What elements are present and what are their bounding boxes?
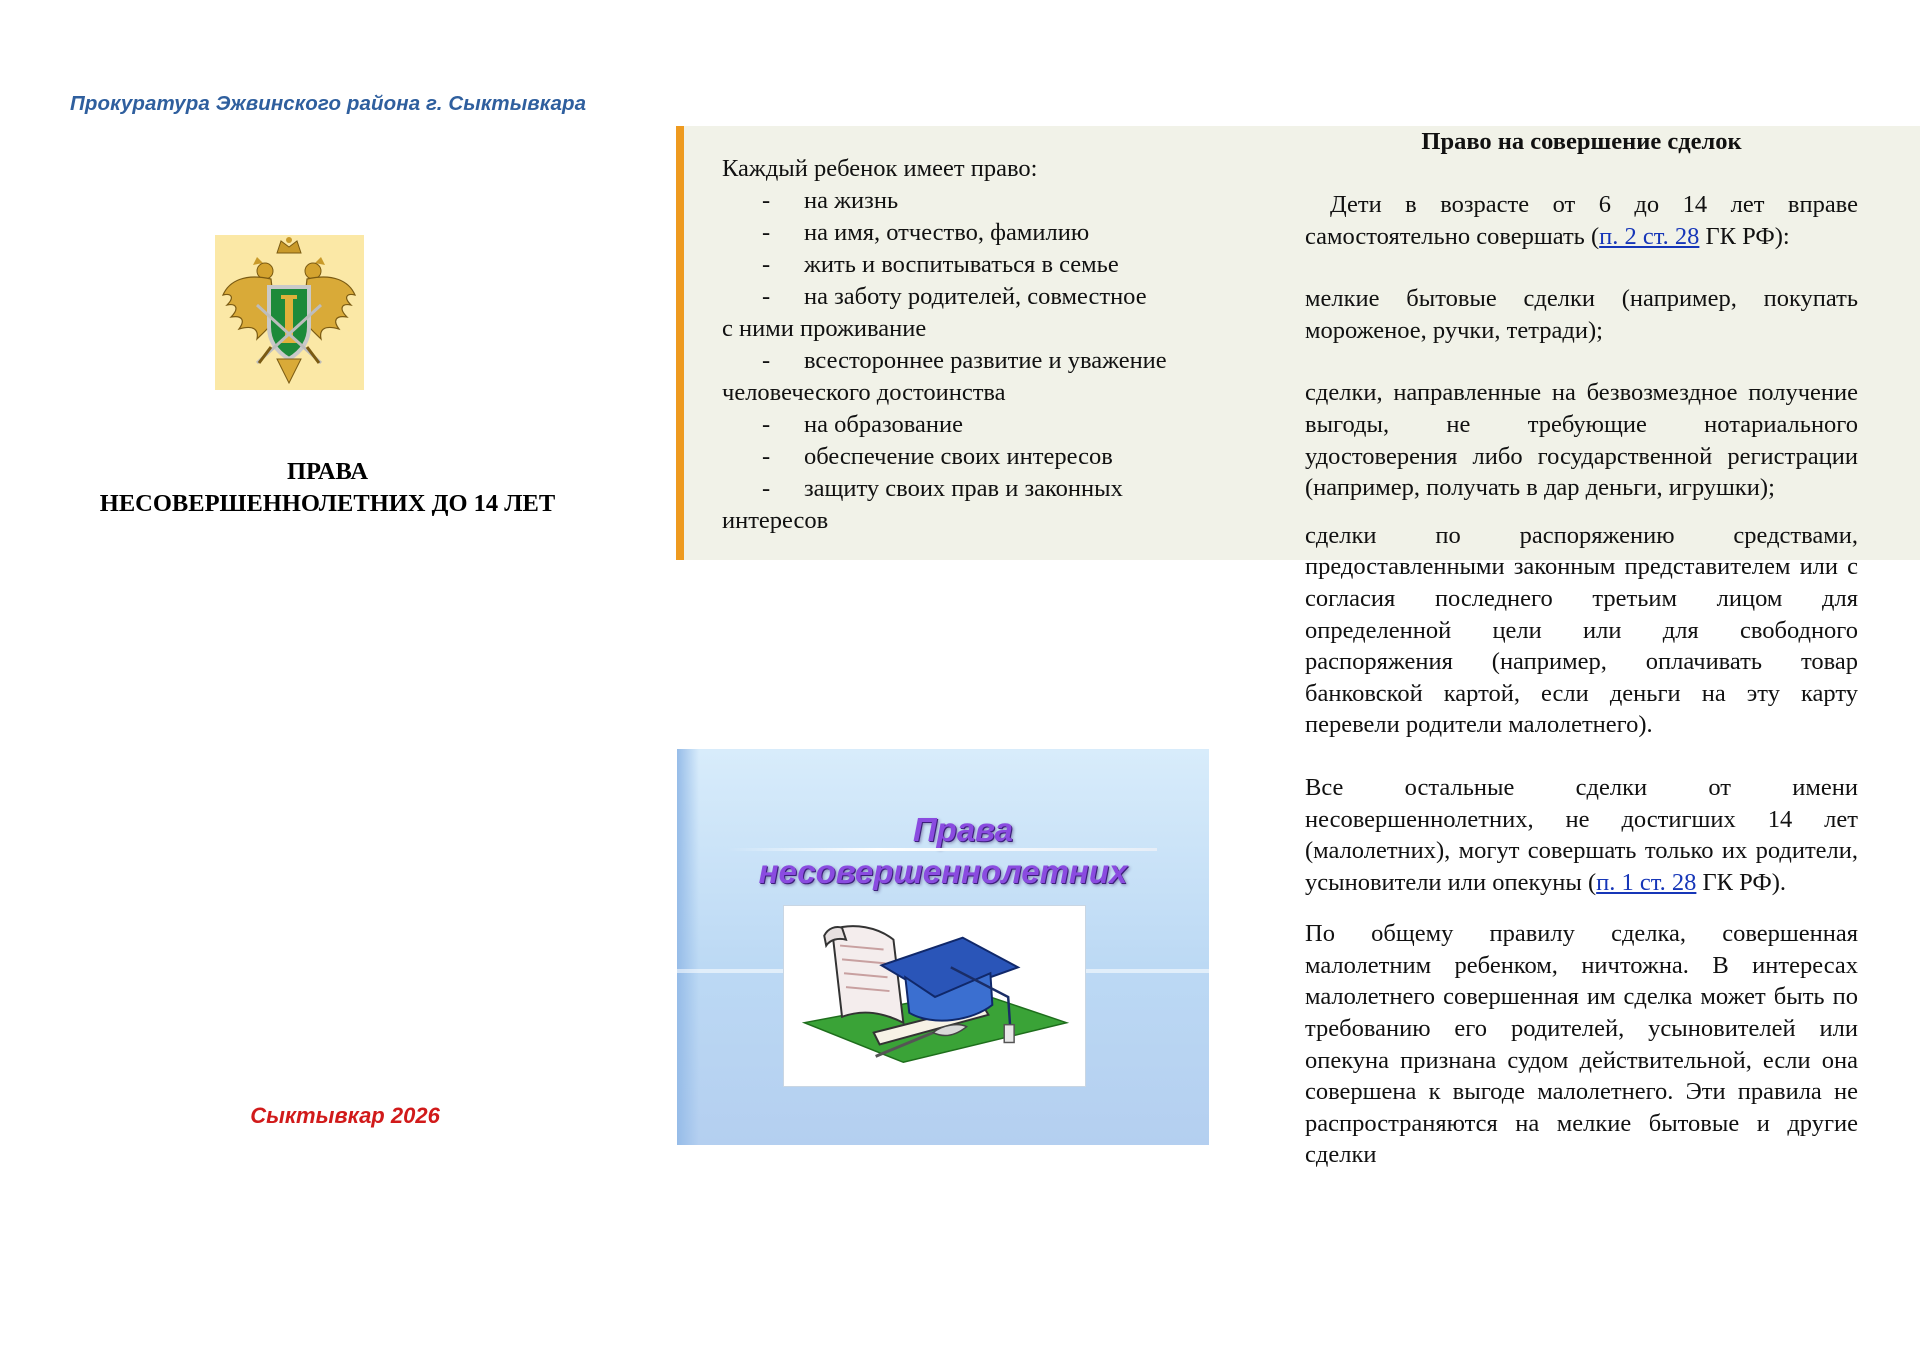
- list-dash: -: [762, 347, 771, 374]
- list-dash: -: [762, 475, 771, 502]
- section-heading: Право на совершение сделок: [1421, 128, 1742, 155]
- organization-name: Прокуратура Эжвинского района г. Сыктывкара: [70, 92, 587, 115]
- paragraph-text: ГК РФ):: [1699, 222, 1790, 250]
- paragraph: По общему правилу сделка, совершенная малолетним ребенком, ничтожна. В интересах малолетнего совершенная им сделка может быть по требованию его родителей, усыновителей или опекуна признана судом действительной, если она совершена к выгоде малолетнего. Эти правила не распространяются на мелкие бытовые и другие сделки: [1305, 920, 1858, 1169]
- list-dash: -: [762, 443, 771, 470]
- paragraph-text: Дети в возрасте от 6 до 14 лет вправе самостоятельно совершать (: [1305, 191, 1858, 250]
- list-dash: -: [762, 187, 771, 214]
- paragraph: [1305, 772, 1858, 898]
- paragraph-text: ГК РФ).: [1696, 868, 1786, 896]
- list-dash: -: [762, 283, 771, 310]
- rights-intro: Каждый ребенок имеет право:: [722, 155, 1038, 182]
- list-item: [722, 217, 1222, 249]
- list-dash: -: [762, 251, 771, 278]
- list-item-text: на образование: [804, 411, 963, 438]
- paragraph: [1305, 189, 1858, 252]
- list-item: [722, 249, 1222, 281]
- illustration-title: [677, 809, 1209, 893]
- graduation-cap-diploma-icon: [783, 905, 1086, 1087]
- band-accent-bar: [676, 126, 684, 560]
- paragraph-clip: [1305, 918, 1858, 1174]
- rights-list: [722, 153, 1222, 537]
- list-item-continuation: с ними проживание: [722, 315, 927, 342]
- list-item: [722, 345, 1222, 377]
- law-reference-link[interactable]: п. 2 ст. 28: [1599, 222, 1700, 250]
- prosecutor-emblem-icon: [215, 235, 364, 390]
- paragraph: мелкие бытовые сделки (например, покупать мороженое, ручки, тетради);: [1305, 285, 1858, 344]
- list-item: [722, 473, 1222, 505]
- list-item-continuation: интересов: [722, 507, 829, 534]
- list-item-text: на жизнь: [804, 187, 899, 214]
- list-item-text: защиту своих прав и законных: [804, 475, 1123, 502]
- document-title-line1: ПРАВА: [286, 458, 369, 485]
- list-item-text: всестороннее развитие и уважение: [804, 347, 1167, 374]
- paragraph: сделки, направленные на безвозмездное получение выгоды, не требующие нотариального удостоверения либо государственной регистрации (например, получать в дар деньги, игрушки);: [1305, 379, 1858, 502]
- list-item-continuation: человеческого достоинства: [722, 379, 1006, 406]
- list-dash: -: [762, 411, 771, 438]
- transactions-section: [1305, 126, 1858, 1174]
- list-item-text: обеспечение своих интересов: [804, 443, 1113, 470]
- list-item-text: жить и воспитываться в семье: [804, 251, 1119, 278]
- list-dash: -: [762, 219, 771, 246]
- list-item: [722, 185, 1222, 217]
- illustration-rule: [727, 848, 1157, 851]
- paragraph-text: Все остальные сделки от имени несовершеннолетних, не достигших 14 лет (малолетних), могут совершать только их родители, усыновители или опекуны (: [1305, 773, 1858, 896]
- list-item-text: на заботу родителей, совместное: [804, 283, 1147, 310]
- illustration-title-line2: несовершеннолетних: [758, 853, 1128, 890]
- list-item-text: на имя, отчество, фамилию: [804, 219, 1090, 246]
- band-spacer: [1305, 504, 1858, 520]
- rights-illustration: [677, 749, 1209, 1145]
- list-item: [722, 441, 1222, 473]
- list-item: [722, 281, 1222, 313]
- illustration-title-line1: Права: [912, 811, 1014, 848]
- list-item: [722, 409, 1222, 441]
- city-year: Сыктывкар 2026: [250, 1103, 440, 1128]
- document-title: [60, 456, 595, 520]
- paragraph: сделки по распоряжению средствами, предоставленными законным представителем или с согласия последнего третьим лицом для определенной цели или для свободного распоряжения (например, оплачивать товар банковской картой, если деньги на эту карту перевели родители малолетнего).: [1305, 521, 1858, 739]
- law-reference-link[interactable]: п. 1 ст. 28: [1596, 868, 1697, 896]
- document-title-line2: НЕСОВЕРШЕННОЛЕТНИХ ДО 14 ЛЕТ: [99, 490, 556, 517]
